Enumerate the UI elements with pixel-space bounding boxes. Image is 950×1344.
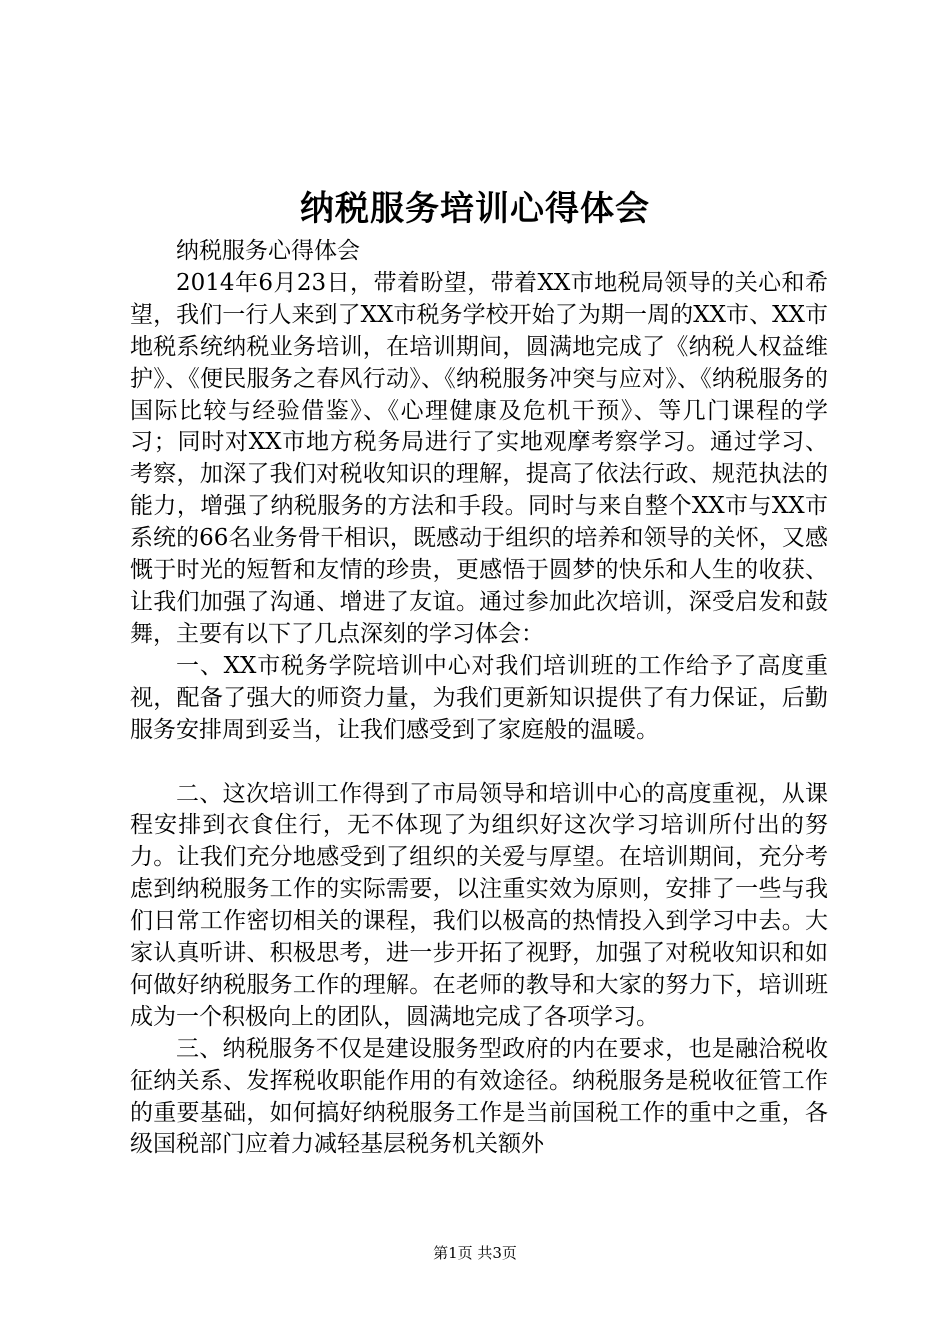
page-footer: 第1页 共3页 — [433, 1244, 517, 1262]
document-body — [130, 236, 828, 1161]
point-three-paragraph: 三、纳税服务不仅是建设服务型政府的内在要求，也是融洽税收征纳关系、发挥税收职能作用的有效途径。纳税服务是税收征管工作的重要基础，如何搞好纳税服务工作是当前国税工作的重中之重，各级国税部门应着力减轻基层税务机关额外 — [130, 1035, 828, 1158]
point-two-paragraph: 二、这次培训工作得到了市局领导和培训中心的高度重视，从课程安排到衣食住行，无不体现了为组织好这次学习培训所付出的努力。让我们充分地感受到了组织的关爱与厚望。在培训期间，充分考虑到纳税服务工作的实际需要，以注重实效为原则，安排了一些与我们日常工作密切相关的课程，我们以极高的热情投入到学习中去。大家认真听讲、积极思考，进一步开拓了视野，加强了对税收知识和如何做好纳税服务工作的理解。在老师的教导和大家的努力下，培训班成为一个积极向上的团队，圆满地完成了各项学习。 — [130, 780, 828, 1030]
subtitle-paragraph: 纳税服务心得体会 — [176, 238, 360, 264]
intro-paragraph: 2014年6月23日，带着盼望，带着XX市地税局领导的关心和希望，我们一行人来到了XX市税务学校开始了为期一周的XX市、XX市地税系统纳税业务培训，在培训期间，圆满地完成了《纳税人权益维护》、《便民服务之春风行动》、《纳税服务冲突与应对》、《纳税服务的国际比较与经验借鉴》、《心理健康及危机干预》、等几门课程的学习；同时对XX市地方税务局进行了实地观摩考察学习。通过学习、考察，加深了我们对税收知识的理解，提高了依法行政、规范执法的能力，增强了纳税服务的方法和手段。同时与来自整个XX市与XX市系统的66名业务骨干相识，既感动于组织的培养和领导的关怀，又感慨于时光的短暂和友情的珍贵，更感悟于圆梦的快乐和人生的收获、让我们加强了沟通、增进了友谊。通过参加此次培训，深受启发和鼓舞，主要有以下了几点深刻的学习体会： — [130, 269, 828, 647]
point-one-paragraph: 一、XX市税务学院培训中心对我们培训班的工作给予了高度重视，配备了强大的师资力量，为我们更新知识提供了有力保证，后勤服务安排周到妥当，让我们感受到了家庭般的温暖。 — [130, 652, 828, 743]
document-title: 纳税服务培训心得体会 — [300, 189, 650, 229]
